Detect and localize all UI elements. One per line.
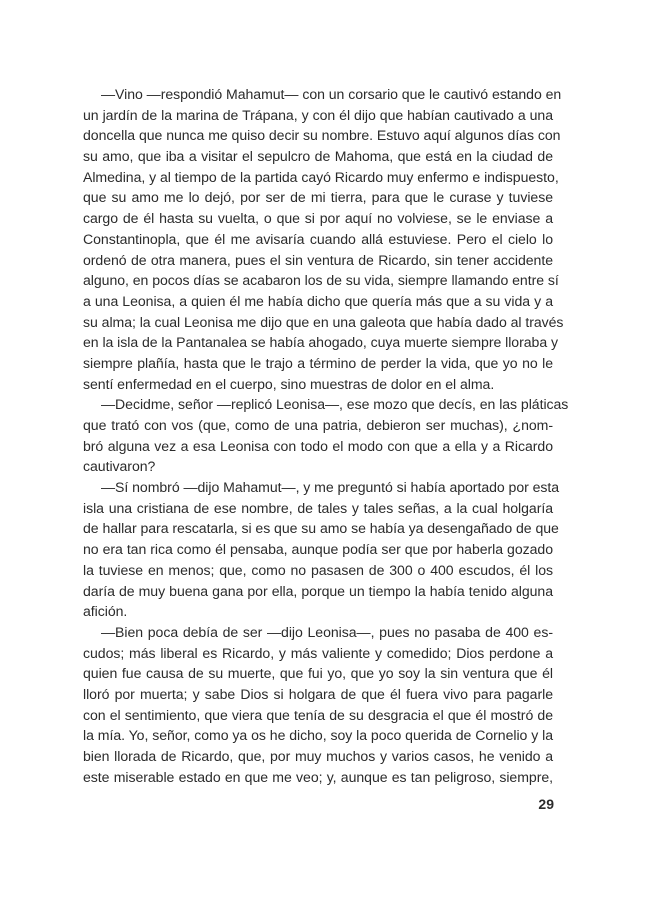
text-line: ordenó de otra manera, pues el sin ventura de Ricardo, sin tener accidente (83, 251, 553, 268)
text-line: un jardín de la marina de Trápana, y con él dijo que habían cautivado a una (83, 106, 553, 123)
text-line: alguno, en pocos días se acabaron los de su vida, siempre llamando entre sí (83, 272, 559, 289)
text-line: Almedina, y al tiempo de la partida cayó Ricardo muy enfermo e indispuesto, (83, 168, 559, 185)
text-line: —Sí nombró —dijo Mahamut—, y me preguntó si había aportado por esta (101, 479, 560, 496)
paragraph (83, 477, 560, 622)
text-line: Constantinopla, que él me avisaría cuando allá estuviese. Pero el cielo lo (83, 230, 553, 247)
text-line: cautivaron? (83, 458, 156, 475)
text-line: quien fue causa de su muerte, que fui yo, que yo soy la sin ventura que él (83, 665, 553, 682)
text-line: bró alguna vez a esa Leonisa con todo el modo con que a ella y a Ricardo (83, 437, 553, 454)
text-line: no era tan rica como él pensaba, aunque podía ser que por haberla gozado (83, 541, 553, 558)
text-line: —Vino —respondió Mahamut— con un corsario que le cautivó estando en (101, 86, 562, 102)
text-line: de hallar para rescatarla, si es que su amo se había ya desengañado de que (83, 520, 559, 537)
text-line: en la isla de la Pantanalea se había ahogado, cuya muerte siempre lloraba y (83, 334, 558, 351)
text-line: que trató con vos (que, como de una patria, debieron ser muchas), ¿nom- (83, 417, 553, 433)
text-line: su alma; la cual Leonisa me dijo que en una galeota que había dado al través (83, 313, 564, 330)
text-line: a una Leonisa, a quien él me había dicho que quería más que a su vida y a (83, 292, 553, 309)
text-line: la tuviese en menos; que, como no pasasen de 300 o 400 escudos, él los (83, 561, 553, 578)
text-line: cudos; más liberal es Ricardo, y más valiente y comedido; Dios perdone a (83, 644, 553, 661)
text-line: doncella que nunca me quiso decir su nombre. Estuvo aquí algunos días con (83, 127, 561, 144)
text-line: con el sentimiento, que viera que tenía de su desgracia el que él mostró de (83, 706, 553, 723)
body-text (83, 84, 569, 787)
text-line: lloró por muerta; y sabe Dios si holgara de que él fuera vivo para pagarle (83, 685, 553, 702)
text-line: —Bien poca debía de ser —dijo Leonisa—, pues no pasaba de 400 es- (101, 623, 553, 640)
text-line: bien llorada de Ricardo, que, por muy muchos y varios casos, he venido a (83, 748, 553, 764)
text-line: que su amo me lo dejó, por ser de mi tierra, para que le curase y tuviese (83, 189, 553, 206)
text-line: su amo, que iba a visitar el sepulcro de Mahoma, que está en la ciudad de (83, 148, 553, 165)
text-line: este miserable estado en que me veo; y, aunque es tan peligroso, siempre, (83, 768, 553, 785)
paragraph (83, 394, 569, 477)
text-line: daría de muy buena gana por ella, porque un tiempo la había tenido alguna (83, 582, 553, 599)
text-line: siempre plañía, hasta que le trajo a término de perder la vida, que yo no le (83, 354, 553, 371)
paragraph (83, 622, 553, 788)
text-line: la mía. Yo, señor, como ya os he dicho, soy la poco querida de Cornelio y la (83, 727, 553, 744)
text-line: afición. (83, 603, 128, 620)
text-line: cargo de él hasta su vuelta, o que si por aquí no volviese, se le enviase a (83, 210, 553, 227)
text-line: isla una cristiana de ese nombre, de tales y tales señas, a la cual holgaría (83, 499, 553, 516)
paragraph (83, 84, 564, 394)
text-line: —Decidme, señor —replicó Leonisa—, ese mozo que decís, en las pláticas (101, 396, 569, 413)
text-line: sentí enfermedad en el cuerpo, sino muestras de dolor en el alma. (83, 375, 495, 392)
page-number: 29 (538, 796, 554, 812)
